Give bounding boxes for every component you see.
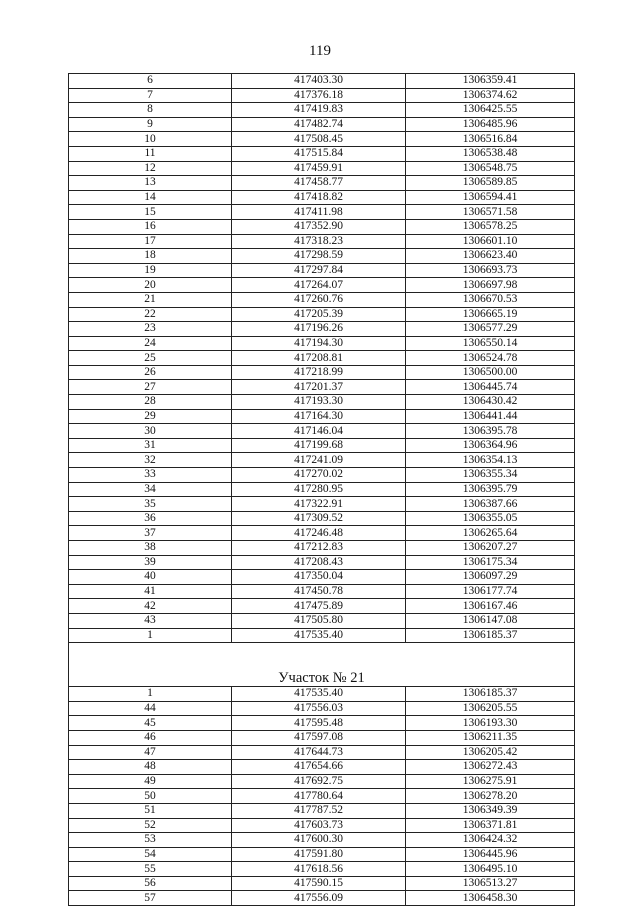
- table-row: [69, 409, 575, 424]
- x-coordinate-cell: 417318.23: [232, 234, 406, 249]
- x-coordinate-cell: 417270.02: [232, 468, 406, 483]
- y-coordinate-cell: 1306185.37: [406, 687, 575, 702]
- x-coordinate-cell: 417591.80: [232, 847, 406, 862]
- x-coordinate-cell: 417535.40: [232, 687, 406, 702]
- y-coordinate-cell: 1306550.14: [406, 336, 575, 351]
- point-number-cell: 20: [69, 278, 232, 293]
- y-coordinate-cell: 1306355.34: [406, 468, 575, 483]
- point-number-cell: 53: [69, 833, 232, 848]
- y-coordinate-cell: 1306445.96: [406, 847, 575, 862]
- y-coordinate-cell: 1306500.00: [406, 365, 575, 380]
- table-row: [69, 74, 575, 89]
- y-coordinate-cell: 1306495.10: [406, 862, 575, 877]
- table-row: [69, 789, 575, 804]
- table-row: [69, 803, 575, 818]
- point-number-cell: 34: [69, 482, 232, 497]
- y-coordinate-cell: 1306395.79: [406, 482, 575, 497]
- point-number-cell: 55: [69, 862, 232, 877]
- y-coordinate-cell: 1306374.62: [406, 88, 575, 103]
- point-number-cell: 56: [69, 876, 232, 891]
- point-number-cell: 47: [69, 745, 232, 760]
- x-coordinate-cell: 417508.45: [232, 132, 406, 147]
- table-row: [69, 453, 575, 468]
- x-coordinate-cell: 417352.90: [232, 219, 406, 234]
- table-row: [69, 628, 575, 643]
- y-coordinate-cell: 1306207.27: [406, 541, 575, 556]
- y-coordinate-cell: 1306355.05: [406, 511, 575, 526]
- x-coordinate-cell: 417280.95: [232, 482, 406, 497]
- x-coordinate-cell: 417264.07: [232, 278, 406, 293]
- point-number-cell: 15: [69, 205, 232, 220]
- y-coordinate-cell: 1306349.39: [406, 803, 575, 818]
- table-row: [69, 292, 575, 307]
- table-row: [69, 818, 575, 833]
- point-number-cell: 25: [69, 351, 232, 366]
- point-number-cell: 30: [69, 424, 232, 439]
- table-row: [69, 745, 575, 760]
- x-coordinate-cell: 417450.78: [232, 584, 406, 599]
- y-coordinate-cell: 1306623.40: [406, 249, 575, 264]
- table-row: [69, 307, 575, 322]
- point-number-cell: 57: [69, 891, 232, 906]
- point-number-cell: 35: [69, 497, 232, 512]
- table-row: [69, 687, 575, 702]
- table-row: [69, 205, 575, 220]
- y-coordinate-cell: 1306275.91: [406, 774, 575, 789]
- point-number-cell: 37: [69, 526, 232, 541]
- x-coordinate-cell: 417556.09: [232, 891, 406, 906]
- point-number-cell: 51: [69, 803, 232, 818]
- y-coordinate-cell: 1306665.19: [406, 307, 575, 322]
- y-coordinate-cell: 1306697.98: [406, 278, 575, 293]
- table-row: [69, 541, 575, 556]
- y-coordinate-cell: 1306177.74: [406, 584, 575, 599]
- point-number-cell: 32: [69, 453, 232, 468]
- y-coordinate-cell: 1306594.41: [406, 190, 575, 205]
- table-row: [69, 219, 575, 234]
- point-number-cell: 44: [69, 701, 232, 716]
- point-number-cell: 16: [69, 219, 232, 234]
- table-row: [69, 701, 575, 716]
- x-coordinate-cell: 417193.30: [232, 395, 406, 410]
- coordinates-table-bottom-body: [69, 687, 575, 906]
- y-coordinate-cell: 1306359.41: [406, 74, 575, 89]
- x-coordinate-cell: 417597.08: [232, 730, 406, 745]
- point-number-cell: 24: [69, 336, 232, 351]
- x-coordinate-cell: 417505.80: [232, 613, 406, 628]
- x-coordinate-cell: 417322.91: [232, 497, 406, 512]
- y-coordinate-cell: 1306193.30: [406, 716, 575, 731]
- point-number-cell: 17: [69, 234, 232, 249]
- table-row: [69, 468, 575, 483]
- x-coordinate-cell: 417218.99: [232, 365, 406, 380]
- table-row: [69, 336, 575, 351]
- x-coordinate-cell: 417482.74: [232, 117, 406, 132]
- table-row: [69, 365, 575, 380]
- table-row: [69, 730, 575, 745]
- x-coordinate-cell: 417201.37: [232, 380, 406, 395]
- table-row: [69, 716, 575, 731]
- y-coordinate-cell: 1306211.35: [406, 730, 575, 745]
- x-coordinate-cell: 417164.30: [232, 409, 406, 424]
- point-number-cell: 27: [69, 380, 232, 395]
- y-coordinate-cell: 1306387.66: [406, 497, 575, 512]
- y-coordinate-cell: 1306670.53: [406, 292, 575, 307]
- y-coordinate-cell: 1306364.96: [406, 438, 575, 453]
- x-coordinate-cell: 417309.52: [232, 511, 406, 526]
- table-row: [69, 278, 575, 293]
- y-coordinate-cell: 1306430.42: [406, 395, 575, 410]
- point-number-cell: 21: [69, 292, 232, 307]
- table-row: [69, 190, 575, 205]
- x-coordinate-cell: 417475.89: [232, 599, 406, 614]
- y-coordinate-cell: 1306097.29: [406, 570, 575, 585]
- y-coordinate-cell: 1306516.84: [406, 132, 575, 147]
- x-coordinate-cell: 417419.83: [232, 103, 406, 118]
- x-coordinate-cell: 417618.56: [232, 862, 406, 877]
- y-coordinate-cell: 1306205.55: [406, 701, 575, 716]
- x-coordinate-cell: 417590.15: [232, 876, 406, 891]
- y-coordinate-cell: 1306272.43: [406, 760, 575, 775]
- point-number-cell: 14: [69, 190, 232, 205]
- x-coordinate-cell: 417205.39: [232, 307, 406, 322]
- point-number-cell: 29: [69, 409, 232, 424]
- section-title-row: [69, 659, 575, 687]
- x-coordinate-cell: 417644.73: [232, 745, 406, 760]
- table-row: [69, 774, 575, 789]
- y-coordinate-cell: 1306513.27: [406, 876, 575, 891]
- section-spacer-cell: [69, 643, 575, 660]
- x-coordinate-cell: 417208.81: [232, 351, 406, 366]
- point-number-cell: 13: [69, 176, 232, 191]
- table-row: [69, 146, 575, 161]
- table-row: [69, 395, 575, 410]
- x-coordinate-cell: 417556.03: [232, 701, 406, 716]
- table-row: [69, 555, 575, 570]
- table-row: [69, 613, 575, 628]
- y-coordinate-cell: 1306278.20: [406, 789, 575, 804]
- point-number-cell: 52: [69, 818, 232, 833]
- table-row: [69, 599, 575, 614]
- y-coordinate-cell: 1306578.25: [406, 219, 575, 234]
- point-number-cell: 10: [69, 132, 232, 147]
- point-number-cell: 50: [69, 789, 232, 804]
- table-row: [69, 380, 575, 395]
- table-row: [69, 847, 575, 862]
- point-number-cell: 7: [69, 88, 232, 103]
- y-coordinate-cell: 1306354.13: [406, 453, 575, 468]
- section-title: Участок № 21: [69, 659, 575, 687]
- y-coordinate-cell: 1306371.81: [406, 818, 575, 833]
- x-coordinate-cell: 417298.59: [232, 249, 406, 264]
- point-number-cell: 48: [69, 760, 232, 775]
- point-number-cell: 1: [69, 628, 232, 643]
- x-coordinate-cell: 417241.09: [232, 453, 406, 468]
- y-coordinate-cell: 1306524.78: [406, 351, 575, 366]
- x-coordinate-cell: 417515.84: [232, 146, 406, 161]
- point-number-cell: 54: [69, 847, 232, 862]
- table-row: [69, 570, 575, 585]
- x-coordinate-cell: 417600.30: [232, 833, 406, 848]
- x-coordinate-cell: 417603.73: [232, 818, 406, 833]
- table-row: [69, 132, 575, 147]
- point-number-cell: 19: [69, 263, 232, 278]
- x-coordinate-cell: 417411.98: [232, 205, 406, 220]
- x-coordinate-cell: 417260.76: [232, 292, 406, 307]
- x-coordinate-cell: 417246.48: [232, 526, 406, 541]
- x-coordinate-cell: 417654.66: [232, 760, 406, 775]
- x-coordinate-cell: 417199.68: [232, 438, 406, 453]
- x-coordinate-cell: 417403.30: [232, 74, 406, 89]
- y-coordinate-cell: 1306205.42: [406, 745, 575, 760]
- x-coordinate-cell: 417787.52: [232, 803, 406, 818]
- y-coordinate-cell: 1306458.30: [406, 891, 575, 906]
- x-coordinate-cell: 417535.40: [232, 628, 406, 643]
- point-number-cell: 43: [69, 613, 232, 628]
- x-coordinate-cell: 417376.18: [232, 88, 406, 103]
- table-row: [69, 760, 575, 775]
- table-row: [69, 234, 575, 249]
- table-row: [69, 322, 575, 337]
- y-coordinate-cell: 1306185.37: [406, 628, 575, 643]
- table-row: [69, 103, 575, 118]
- point-number-cell: 28: [69, 395, 232, 410]
- y-coordinate-cell: 1306538.48: [406, 146, 575, 161]
- y-coordinate-cell: 1306147.08: [406, 613, 575, 628]
- table-row: [69, 263, 575, 278]
- point-number-cell: 18: [69, 249, 232, 264]
- coordinates-table-top-body: [69, 74, 575, 643]
- y-coordinate-cell: 1306485.96: [406, 117, 575, 132]
- table-row: [69, 526, 575, 541]
- point-number-cell: 33: [69, 468, 232, 483]
- x-coordinate-cell: 417459.91: [232, 161, 406, 176]
- table-row: [69, 862, 575, 877]
- table-row: [69, 249, 575, 264]
- table-row: [69, 161, 575, 176]
- x-coordinate-cell: 417297.84: [232, 263, 406, 278]
- point-number-cell: 49: [69, 774, 232, 789]
- x-coordinate-cell: 417208.43: [232, 555, 406, 570]
- point-number-cell: 42: [69, 599, 232, 614]
- point-number-cell: 46: [69, 730, 232, 745]
- section-spacer-row: [69, 643, 575, 660]
- x-coordinate-cell: 417194.30: [232, 336, 406, 351]
- x-coordinate-cell: 417418.82: [232, 190, 406, 205]
- point-number-cell: 36: [69, 511, 232, 526]
- point-number-cell: 31: [69, 438, 232, 453]
- y-coordinate-cell: 1306425.55: [406, 103, 575, 118]
- x-coordinate-cell: 417350.04: [232, 570, 406, 585]
- coordinates-table: [68, 73, 575, 906]
- table-row: [69, 497, 575, 512]
- point-number-cell: 26: [69, 365, 232, 380]
- table-row: [69, 833, 575, 848]
- point-number-cell: 22: [69, 307, 232, 322]
- point-number-cell: 23: [69, 322, 232, 337]
- x-coordinate-cell: 417146.04: [232, 424, 406, 439]
- table-row: [69, 424, 575, 439]
- x-coordinate-cell: 417595.48: [232, 716, 406, 731]
- page-number: 119: [309, 43, 331, 59]
- y-coordinate-cell: 1306395.78: [406, 424, 575, 439]
- table-row: [69, 876, 575, 891]
- point-number-cell: 12: [69, 161, 232, 176]
- y-coordinate-cell: 1306571.58: [406, 205, 575, 220]
- table-row: [69, 88, 575, 103]
- y-coordinate-cell: 1306424.32: [406, 833, 575, 848]
- point-number-cell: 6: [69, 74, 232, 89]
- y-coordinate-cell: 1306693.73: [406, 263, 575, 278]
- y-coordinate-cell: 1306589.85: [406, 176, 575, 191]
- y-coordinate-cell: 1306548.75: [406, 161, 575, 176]
- table-row: [69, 117, 575, 132]
- point-number-cell: 40: [69, 570, 232, 585]
- table-row: [69, 176, 575, 191]
- x-coordinate-cell: 417458.77: [232, 176, 406, 191]
- table-row: [69, 438, 575, 453]
- table-row: [69, 511, 575, 526]
- section-header-body: [69, 643, 575, 687]
- table-row: [69, 482, 575, 497]
- y-coordinate-cell: 1306441.44: [406, 409, 575, 424]
- point-number-cell: 1: [69, 687, 232, 702]
- table-row: [69, 584, 575, 599]
- x-coordinate-cell: 417196.26: [232, 322, 406, 337]
- point-number-cell: 41: [69, 584, 232, 599]
- point-number-cell: 38: [69, 541, 232, 556]
- y-coordinate-cell: 1306445.74: [406, 380, 575, 395]
- x-coordinate-cell: 417212.83: [232, 541, 406, 556]
- table-row: [69, 891, 575, 906]
- table-row: [69, 351, 575, 366]
- y-coordinate-cell: 1306265.64: [406, 526, 575, 541]
- point-number-cell: 8: [69, 103, 232, 118]
- point-number-cell: 11: [69, 146, 232, 161]
- y-coordinate-cell: 1306175.34: [406, 555, 575, 570]
- point-number-cell: 39: [69, 555, 232, 570]
- y-coordinate-cell: 1306601.10: [406, 234, 575, 249]
- x-coordinate-cell: 417692.75: [232, 774, 406, 789]
- y-coordinate-cell: 1306577.29: [406, 322, 575, 337]
- point-number-cell: 9: [69, 117, 232, 132]
- y-coordinate-cell: 1306167.46: [406, 599, 575, 614]
- point-number-cell: 45: [69, 716, 232, 731]
- x-coordinate-cell: 417780.64: [232, 789, 406, 804]
